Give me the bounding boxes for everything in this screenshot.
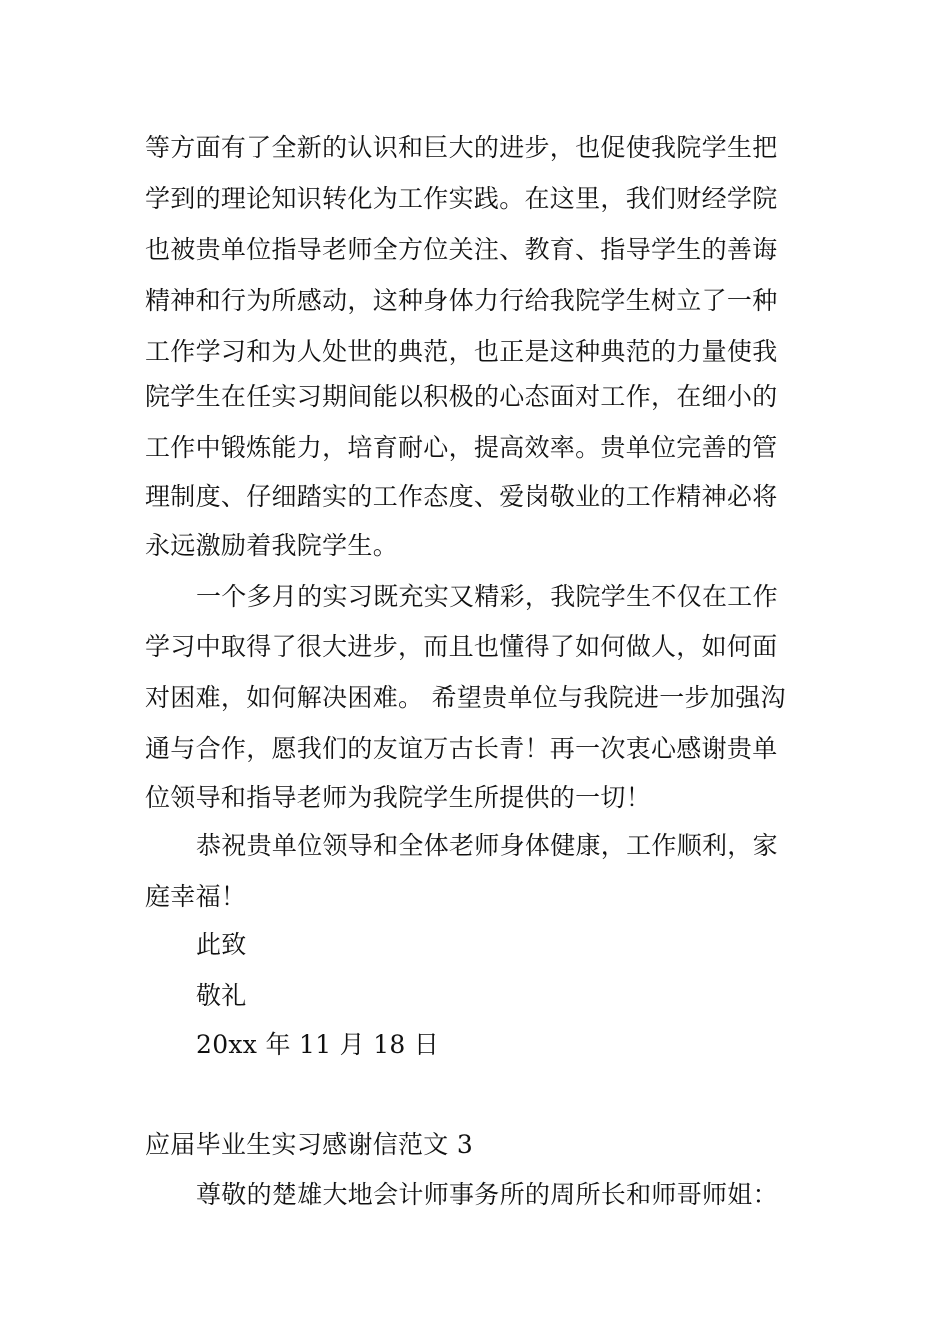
paragraph-1-line-7: 工作中锻炼能力，培育耐心，提高效率。贵单位完善的管 xyxy=(145,433,778,462)
paragraph-2-line-2: 学习中取得了很大进步，而且也懂得了如何做人，如何面 xyxy=(145,632,778,661)
paragraph-2-line-5: 位领导和指导老师为我院学生所提供的一切！ xyxy=(145,783,652,812)
paragraph-1-line-5: 工作学习和为人处世的典范，也正是这种典范的力量使我 xyxy=(145,337,778,366)
paragraph-1-line-6: 院学生在任实习期间能以积极的心态面对工作，在细小的 xyxy=(145,382,778,411)
paragraph-3-line-1: 恭祝贵单位领导和全体老师身体健康，工作顺利，家 xyxy=(196,831,778,860)
paragraph-2-line-4: 通与合作，愿我们的友谊万古长青！再一次衷心感谢贵单 xyxy=(145,734,778,763)
paragraph-1-line-4: 精神和行为所感动，这种身体力行给我院学生树立了一种 xyxy=(145,286,778,315)
paragraph-1-line-2: 学到的理论知识转化为工作实践。在这里，我们财经学院 xyxy=(145,184,778,213)
paragraph-1-line-9: 永远激励着我院学生。 xyxy=(145,531,399,560)
paragraph-1-line-8: 理制度、仔细踏实的工作态度、爱岗敬业的工作精神必将 xyxy=(145,482,778,511)
letter-date: 20xx 年 11 月 18 日 xyxy=(196,1030,440,1059)
paragraph-2-line-1: 一个多月的实习既充实又精彩，我院学生不仅在工作 xyxy=(196,582,778,611)
paragraph-2-line-3: 对困难，如何解决困难。 希望贵单位与我院进一步加强沟 xyxy=(145,683,786,712)
paragraph-3-line-2: 庭幸福！ xyxy=(145,882,247,911)
paragraph-1-line-1: 等方面有了全新的认识和巨大的进步，也促使我院学生把 xyxy=(145,133,778,162)
section-title: 应届毕业生实习感谢信范文 3 xyxy=(145,1130,474,1159)
salutation: 尊敬的楚雄大地会计师事务所的周所长和师哥师姐： xyxy=(196,1180,778,1209)
closing-cizhi: 此致 xyxy=(196,930,247,959)
closing-jingli: 敬礼 xyxy=(196,981,247,1010)
paragraph-1-line-3: 也被贵单位指导老师全方位关注、教育、指导学生的善诲 xyxy=(145,235,778,264)
